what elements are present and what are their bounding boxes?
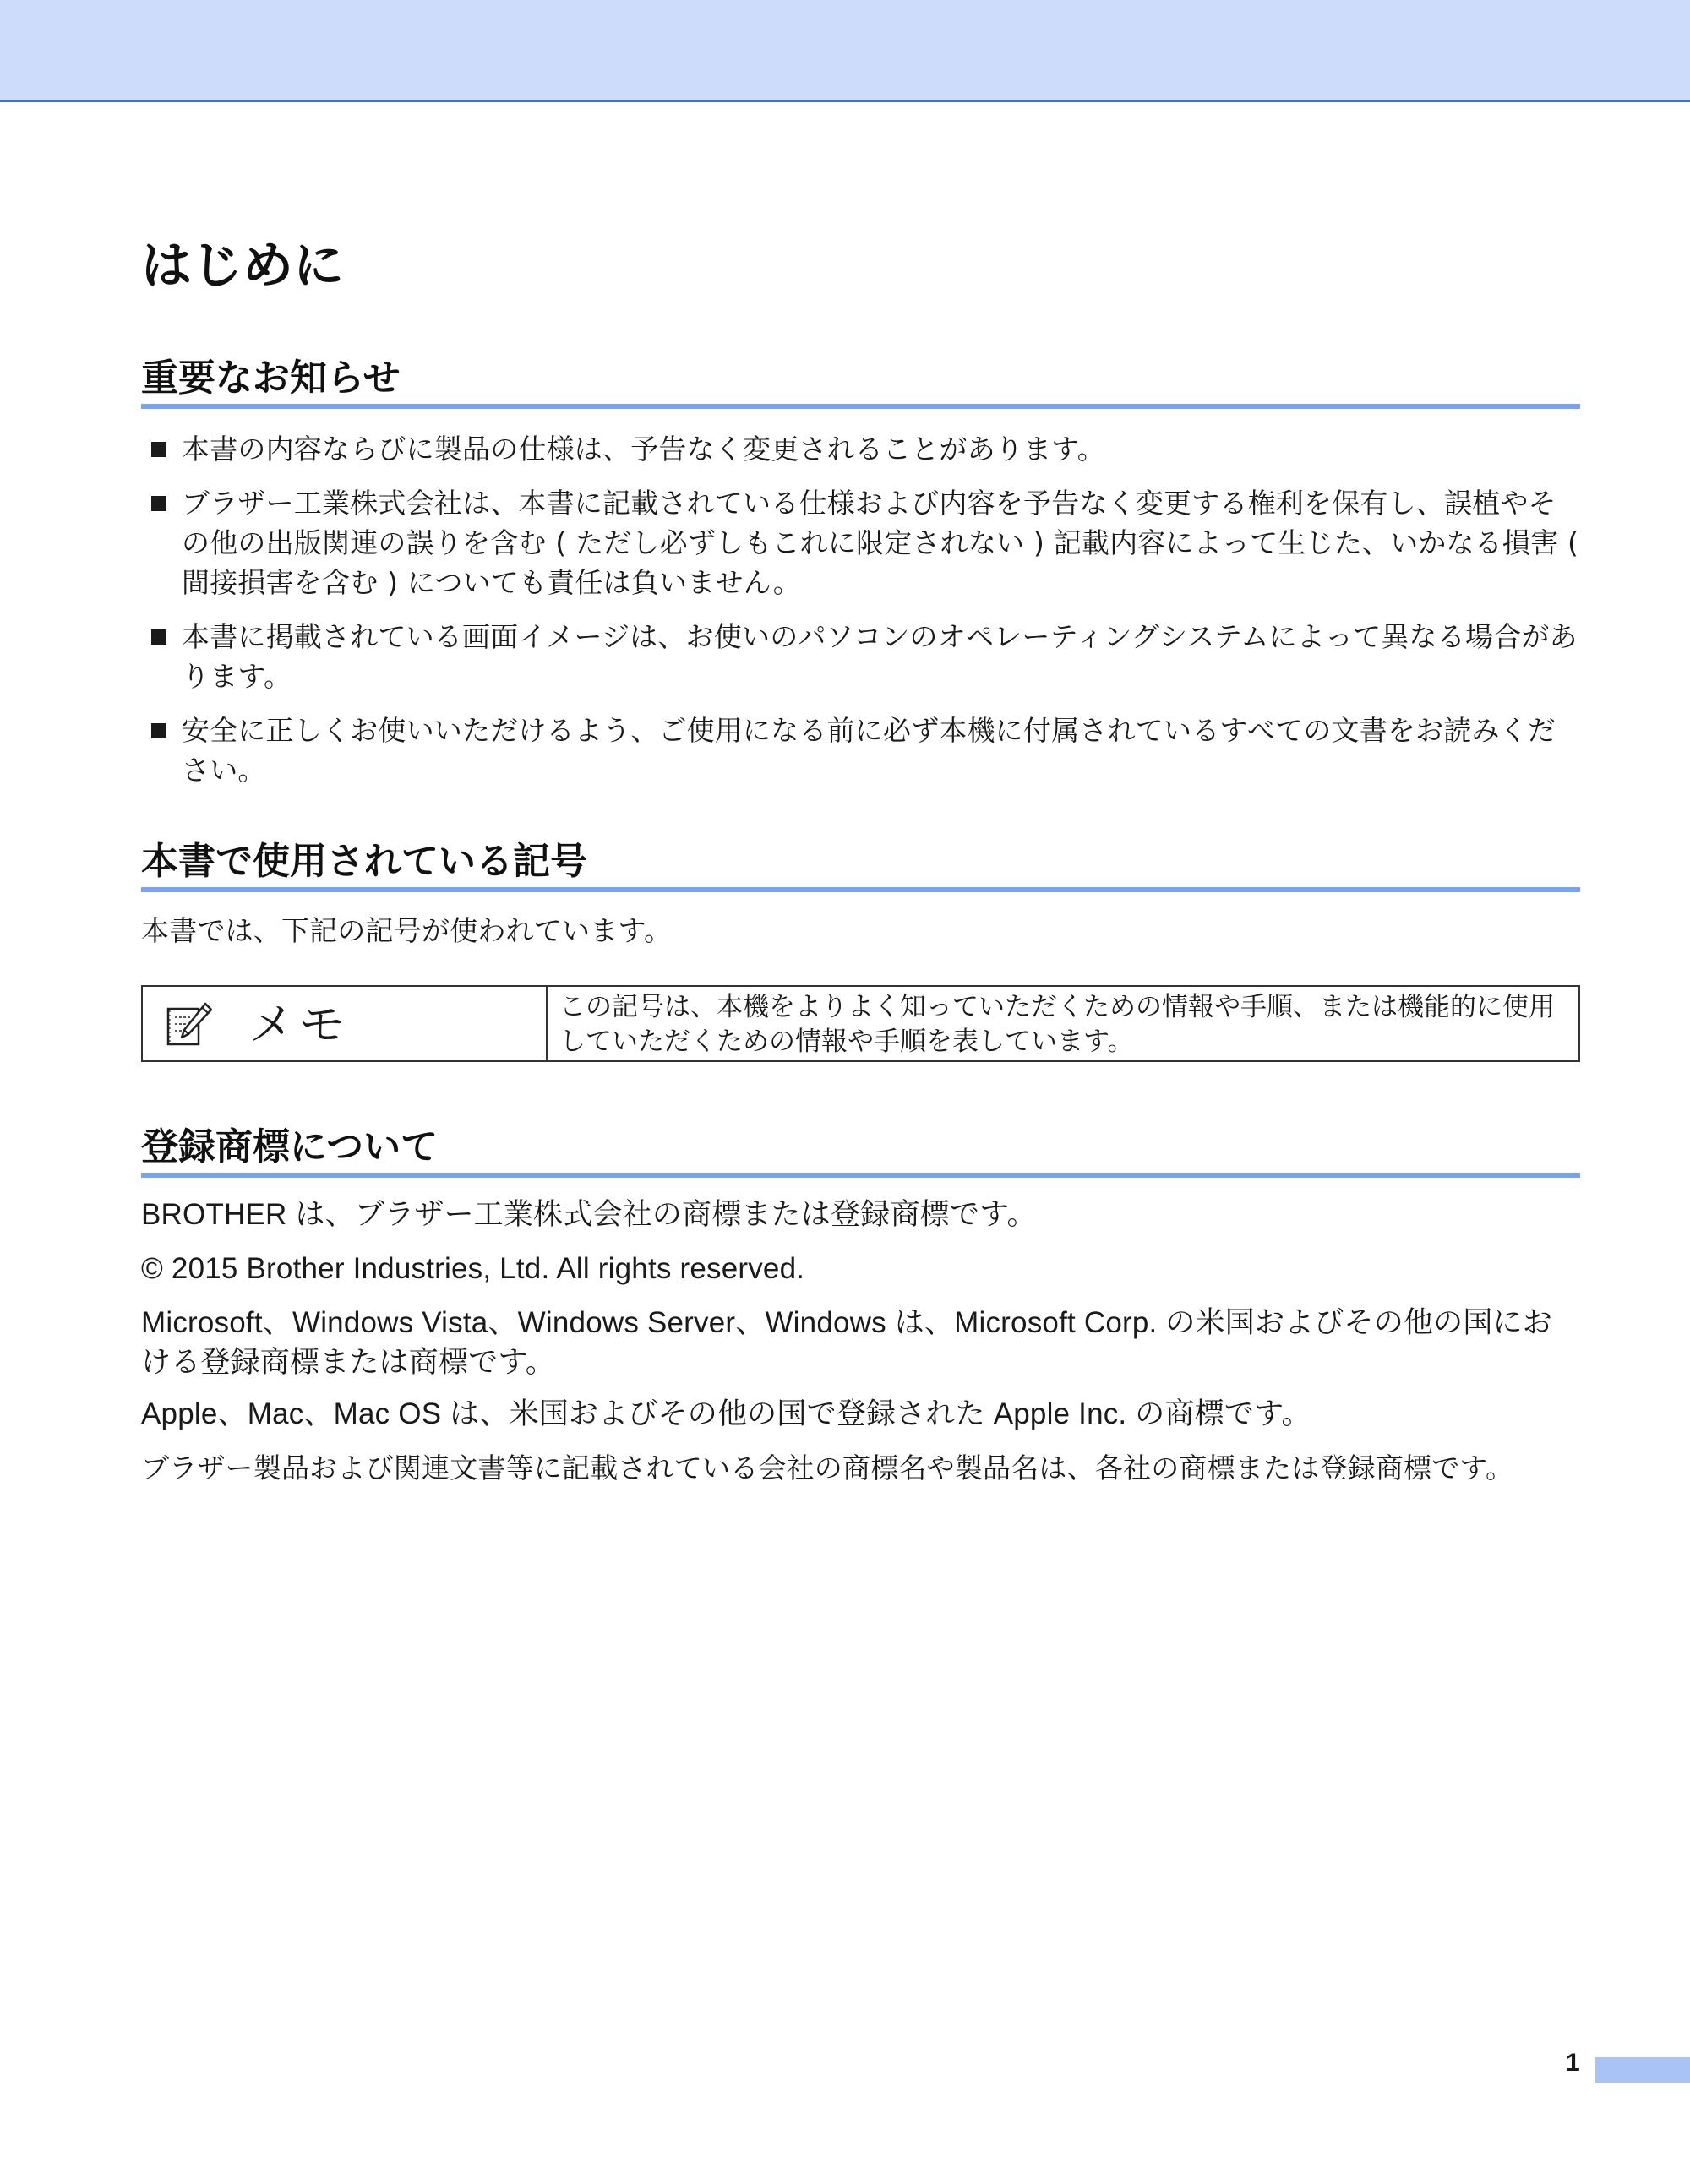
list-item [141,711,1580,790]
memo-label: メモ [248,998,350,1051]
memo-description: この記号は、本機をよりよく知っていただくための情報や手順、または機能的に使用していただくための情報や手順を表しています。 [559,992,1555,1057]
list-item [141,617,1580,696]
section-heading-symbols [141,838,1580,892]
symbols-intro: 本書では、下記の記号が使われています。 [141,914,673,947]
header-band [0,0,1690,102]
square-bullet-icon [151,442,166,457]
trademark-paragraph: ブラザー製品および関連文書等に記載されている会社の商標名や製品名は、各社の商標または登録商標です。 [141,1451,1514,1484]
section-heading-trademarks [141,1124,1580,1178]
list-item-text: ブラザー工業株式会社は、本書に記載されている仕様および内容を予告なく変更する権利を保有し、誤植やその他の出版関連の誤りを含む ( ただし必ずしもこれに限定されない ) 記載内容によって生じた、いかなる損害 ( 間接損害を含む ) についても責任は負いません。 [182,487,1579,599]
chapter-title: はじめに [141,237,344,296]
memo-pencil-icon [163,1000,214,1049]
section-heading-trademarks-text: 登録商標について [141,1125,439,1168]
list-item [141,429,1580,469]
memo-symbol-cell [143,987,548,1060]
trademark-paragraph: Microsoft、Windows Vista、Windows Server、Windows は、Microsoft Corp. の米国およびその他の国における登録商標または商標です。 [141,1306,1552,1379]
list-item-text: 安全に正しくお使いいただけるよう、ご使用になる前に必ず本機に付属されているすべての文書をお読みください。 [182,714,1556,787]
section-heading-notice [141,355,1580,409]
trademark-paragraph: Apple、Mac、Mac OS は、米国およびその他の国で登録された Apple Inc. の商標です。 [141,1397,1311,1430]
square-bullet-icon [151,496,166,511]
trademark-paragraph: BROTHER は、ブラザー工業株式会社の商標または登録商標です。 [141,1198,1037,1231]
memo-symbol-table [141,985,1580,1062]
list-item [141,483,1580,602]
section-heading-notice-text: 重要なお知らせ [141,357,401,400]
notice-list [141,429,1580,804]
square-bullet-icon [151,629,166,645]
list-item-text: 本書の内容ならびに製品の仕様は、予告なく変更されることがあります。 [182,433,1105,466]
section-heading-symbols-text: 本書で使用されている記号 [141,840,587,883]
list-item-text: 本書に掲載されている画面イメージは、お使いのパソコンのオペレーティングシステムによって異なる場合があります。 [182,620,1578,693]
page-number: 1 [1566,2049,1580,2077]
page-tab-marker [1595,2057,1690,2083]
square-bullet-icon [151,723,166,738]
copyright-paragraph: © 2015 Brother Industries, Ltd. All rights reserved. [141,1252,805,1285]
